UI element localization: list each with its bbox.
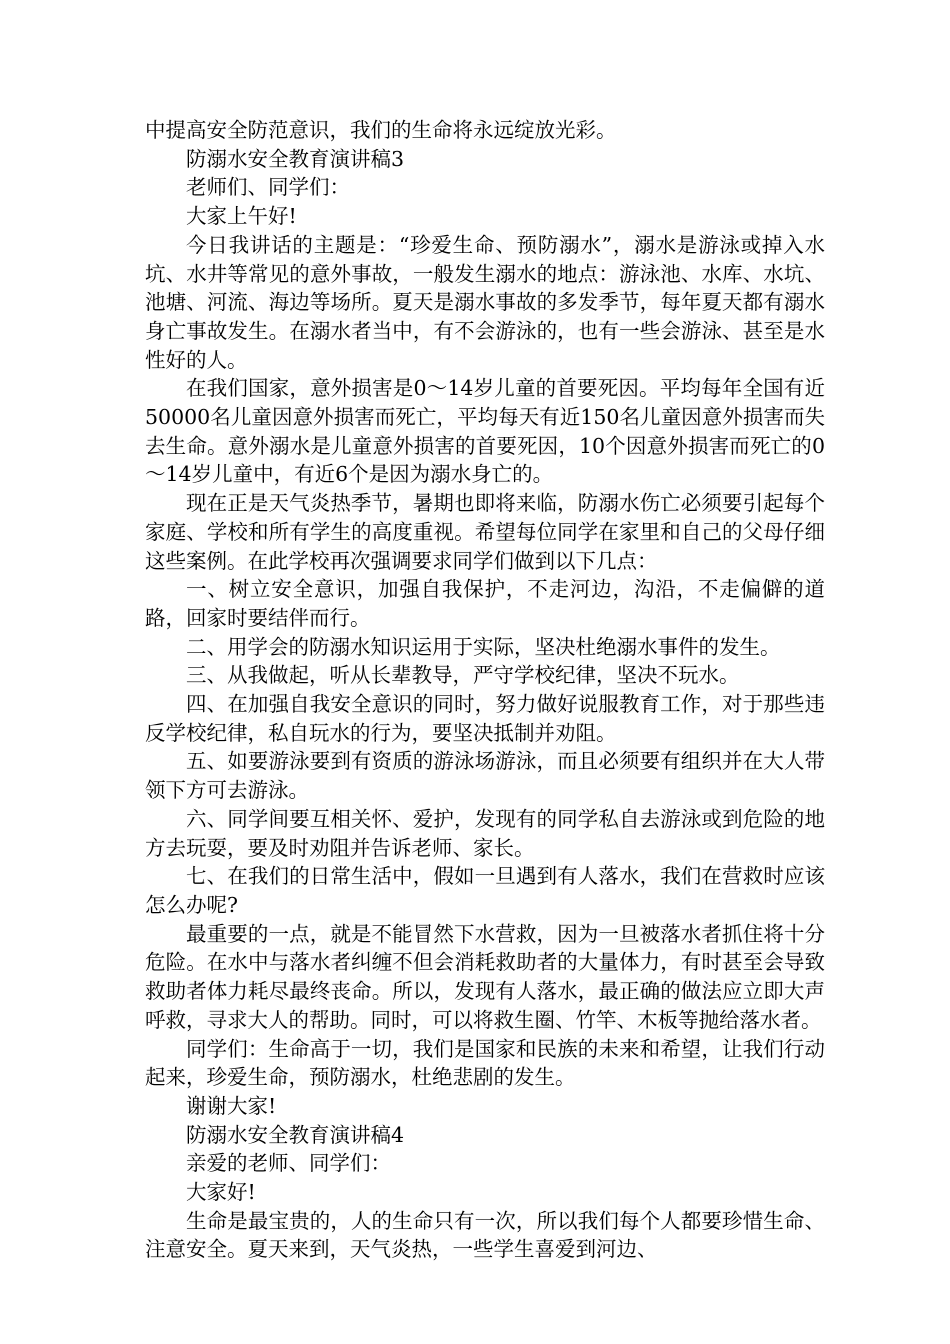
list-item: 五、如要游泳要到有资质的游泳场游泳，而且必须要有组织并在大人带领下方可去游泳。 bbox=[145, 749, 825, 803]
list-item: 二、用学会的防溺水知识运用于实际，坚决杜绝溺水事件的发生。 bbox=[186, 634, 781, 659]
document-page bbox=[145, 116, 825, 1264]
paragraph: 最重要的一点，就是不能冒然下水营救，因为一旦被落水者抓住将十分危险。在水中与落水者纠缠不但会消耗救助者的大量体力，有时甚至会导致救助者体力耗尽最终丧命。所以，发现有人落水，最正确的做法应立即大声呼救，寻求大人的帮助。同时，可以将救生圈、竹竿、木板等抛给落水者。 bbox=[145, 921, 825, 1032]
paragraph: 在我们国家，意外损害是0～14岁儿童的首要死因。平均每年全国有近50000名儿童因意外损害而死亡，平均每天有近150名儿童因意外损害而失去生命。意外溺水是儿童意外损害的首要死因，10个因意外损害而死亡的0～14岁儿童中，有近6个是因为溺水身亡的。 bbox=[145, 376, 825, 487]
paragraph: 同学们：生命高于一切，我们是国家和民族的未来和希望，让我们行动起来，珍爱生命，预防溺水，杜绝悲剧的发生。 bbox=[145, 1036, 825, 1090]
section-title: 防溺水安全教育演讲稿4 bbox=[186, 1122, 405, 1147]
paragraph: 生命是最宝贵的，人的生命只有一次，所以我们每个人都要珍惜生命、注意安全。夏天来到，天气炎热，一些学生喜爱到河边、 bbox=[145, 1208, 825, 1262]
list-item: 三、从我做起，听从长辈教导，严守学校纪律，坚决不玩水。 bbox=[186, 663, 740, 688]
paragraph: 现在正是天气炎热季节，暑期也即将来临，防溺水伤亡必须要引起每个家庭、学校和所有学生的高度重视。希望每位同学在家里和自己的父母仔细这些案例。在此学校再次强调要求同学们做到以下几点： bbox=[145, 491, 825, 573]
list-item: 一、树立安全意识，加强自我保护，不走河边，沟沿，不走偏僻的道路，回家时要结伴而行。 bbox=[145, 577, 825, 630]
list-item: 七、在我们的日常生活中，假如一旦遇到有人落水，我们在营救时应该怎么办呢? bbox=[145, 864, 825, 917]
greeting: 大家上午好! bbox=[186, 204, 297, 229]
closing: 谢谢大家! bbox=[186, 1093, 277, 1118]
greeting: 大家好! bbox=[186, 1180, 256, 1205]
paragraph: 今日我讲话的主题是：“珍爱生命、预防溺水”，溺水是游泳或掉入水坑、水井等常见的意外事故，一般发生溺水的地点：游泳池、水库、水坑、池塘、河流、海边等场所。夏天是溺水事故的多发季节，每年夏天都有溺水身亡事故发生。在溺水者当中，有不会游泳的，也有一些会游泳、甚至是水性好的人。 bbox=[145, 232, 825, 372]
list-item: 六、同学间要互相关怀、爱护，发现有的同学私自去游泳或到危险的地方去玩耍，要及时劝阻并告诉老师、家长。 bbox=[145, 806, 825, 860]
paragraph: 中提高安全防范意识，我们的生命将永远绽放光彩。 bbox=[145, 118, 617, 142]
salutation: 亲爱的老师、同学们： bbox=[186, 1151, 391, 1176]
salutation: 老师们、同学们： bbox=[186, 175, 350, 200]
list-item: 四、在加强自我安全意识的同时，努力做好说服教育工作，对于那些违反学校纪律，私自玩水的行为，要坚决抵制并劝阻。 bbox=[145, 692, 825, 745]
section-title: 防溺水安全教育演讲稿3 bbox=[186, 146, 405, 171]
